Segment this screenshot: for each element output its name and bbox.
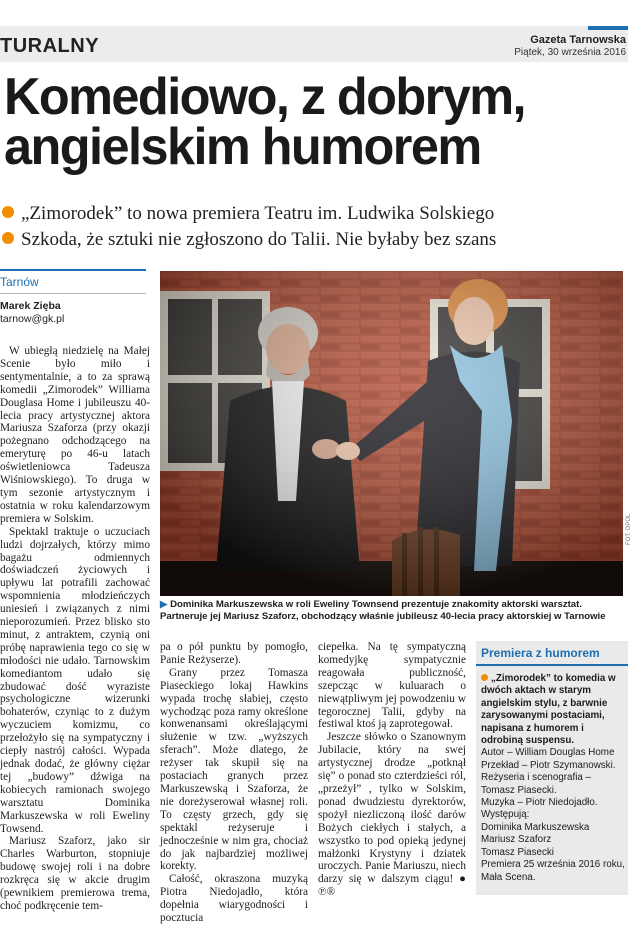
paragraph: Całość, okraszona muzyką Piotra Niedojadło, która dopełnia wiarygodności i pocztucia <box>160 873 308 925</box>
caption-lead: Dominika Markuszewska w roli Eweliny Townsend prezentuje znakomity aktorski warsztat. <box>170 599 583 610</box>
info-box-lead: „Zimorodek” to komedia w dwóch aktach w starym angielskim stylu, z barwnie zarysowanymi postaciami, napisana z humorem i odrobiną suspensu. <box>481 673 616 747</box>
paragraph: Spektakl traktuje o uczuciach ludzi dojrzałych, którzy mimo bagażu odmiennych doświadczeń życiowych i upływu lat potrafili zachować wspomnienia młodzieńczych uniesień i związanych z nimi nieporozumień. Przez blisko sto minut, z antraktem, czynią oni próbę naprawienia tego co się w młodości nie udało. Tarnowskim komediantom udało się zbudować dość wyraziste psychologiczne wizerunki bohaterów, czyniąc to z dużym wyczuciem komizmu, co przełożyło się na sympatyczny i ciepły nastrój całości. Wypada jednak dodać, że główny ciężar tej „budowy” dźwiga na kobiecych ramionach swojego warsztatu Dominika Markuszewska w roli Eweliny Towsend. <box>0 525 150 835</box>
info-box-rule <box>476 664 628 666</box>
section-name: TURALNY <box>0 35 100 57</box>
credit-line: Tomasz Piasecki <box>481 846 554 858</box>
info-box-text <box>481 673 625 884</box>
deck-line-1: „Zimorodek” to nowa premiera Teatru im. Ludwika Solskiego <box>2 203 494 225</box>
deck-line-2: Szkoda, że sztuki nie zgłoszono do Talii. Nie byłaby bez szans <box>2 229 496 251</box>
byline-divider <box>0 293 146 294</box>
article-column-3 <box>318 641 466 899</box>
headline <box>4 68 615 176</box>
article-photo <box>160 271 623 596</box>
headline-line-1: Komediowo, z dobrym, <box>4 68 526 126</box>
byline-rule <box>0 269 146 271</box>
byline-author: Marek Zięba <box>0 300 61 312</box>
issue-date: Piątek, 30 września 2016 <box>514 47 626 58</box>
credit-line: Przekład – Piotr Szymanowski. <box>481 759 616 771</box>
newspaper-name: Gazeta Tarnowska <box>530 34 626 46</box>
orange-bullet-icon <box>481 674 488 681</box>
paragraph: ciepełka. Na tę sympatyczną komedyjkę sympatycznie reagowała publiczność, szepcząc w kuluarach o niewątpliwym jej powodzeniu w tegorocznej Talii, gdyby na festiwal ktoś ją zaprotegował. <box>318 641 466 731</box>
orange-bullet-icon <box>2 232 14 244</box>
headline-line-2: angielskim humorem <box>4 118 481 176</box>
paragraph: Jeszcze słówko o Szanownym Jubilacie, który na swej artystycznej drodze „potknął się” o ponad sto czterdzieści ról, „przeżył” , tylko w Solskim, ponad dwudziestu dyrektorów, spożył niezliczoną ilość darów Bożych ciekłych i stałych, a wszystko to pod opieką jedynej małżonki Krystyny i dziatek uroczych. Panie Mariuszu, niech darzy się w dalszym ciągu! ● ℗® <box>318 731 466 899</box>
article-column-2 <box>160 641 308 925</box>
paragraph: W ubiegłą niedzielę na Małej Scenie było miło i sentymentalnie, a to za sprawą komedii „Zimorodek” Williama Douglasa Home i jubileuszu 40-lecia pracy artystycznej aktora Mariusza Szaforza (przy okazji pożegnano odchodzącego na emeryturę po 46-u latach oświetleniowca Tadeusza Wiśniowskiego). To druga w tym sezonie artystycznym i ostatnia w roku kalendarzowym premiera w Solskim. <box>0 345 150 525</box>
orange-bullet-icon <box>2 206 14 218</box>
photo-caption <box>160 599 625 623</box>
brand-accent-bar <box>588 26 628 30</box>
byline-email[interactable]: tarnow@gk.pl <box>0 313 65 325</box>
credit-line: Mariusz Szaforz <box>481 834 552 846</box>
paragraph: Grany przez Tomasza Piaseckiego lokaj Hawkins wypada trochę słabiej, często wychodząc poza ramy określone konwenansami określającymi służenie w tzw. „wyższych sferach”. Może dlatego, że reżyser tak skupił się na postaciach granych przez Markuszewską i Szaforza, że nie doreżyserował własnej roli. To częsty grzech, gdy się spektakl reżyseruje i jednocześnie w nim gra, chociaż do jak najbardziej możliwej korekty. <box>160 666 308 873</box>
credit-line: Autor – William Douglas Home <box>481 747 615 759</box>
credit-line: Muzyka – Piotr Niedojadło. <box>481 797 598 809</box>
caption-rest: Partneruje jej Mariusz Szaforz, obchodzący właśnie jubileusz 40-lecia pracy aktorskiej w Tarnowie <box>160 610 606 622</box>
credit-line: Premiera 25 września 2016 roku, <box>481 859 625 871</box>
paragraph: pa o pół punktu by pomogło, Panie Reżyserze). <box>160 641 308 666</box>
credit-line: Dominika Markuszewska <box>481 821 590 833</box>
caption-triangle-icon: ▶ <box>160 599 168 610</box>
byline-place: Tarnów <box>0 275 39 289</box>
stage-scene-illustration <box>160 271 623 596</box>
credit-line: Reżyseria i scenografia – Tomasz Piasecki. <box>481 772 591 796</box>
paragraph: Mariusz Szaforz, jako sir Charles Warburton, stopniuje budowę swojej roli i na dobre rozkręca się w akcie drugim (pewnikiem premierowa trema, choć podkręcenie tem- <box>0 835 150 912</box>
photo-credit: FOT. OPOL <box>626 513 632 545</box>
credit-line: Mała Scena. <box>481 871 536 883</box>
info-box-title: Premiera z humorem <box>481 646 600 660</box>
credit-line: Występują: <box>481 809 530 821</box>
article-column-1 <box>0 345 150 912</box>
